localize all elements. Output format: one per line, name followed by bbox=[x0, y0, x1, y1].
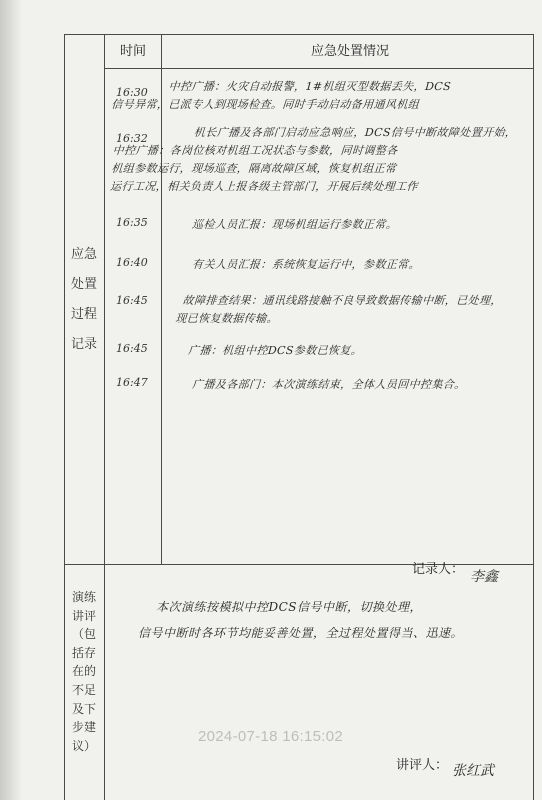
time-entry: 16:47 bbox=[116, 376, 148, 389]
label-line: （包 bbox=[71, 627, 96, 642]
process-record-label bbox=[64, 244, 104, 356]
record-entry bbox=[191, 376, 532, 394]
record-line: 机长广播及各部门启动应急响应，DCS信号中断故障处置开始， bbox=[193, 126, 517, 139]
record-entry bbox=[191, 216, 532, 234]
time-entry: 16:32 bbox=[116, 132, 148, 145]
label-line: 不足 bbox=[71, 682, 96, 697]
record-line: 广播及各部门：本次演练结束，全体人员回中控集合。 bbox=[191, 378, 467, 391]
record-line: 有关人员汇报：系统恢复运行中，参数正常。 bbox=[191, 258, 421, 271]
commenter-signature: 张红武 bbox=[452, 763, 494, 779]
label-line: 步建 bbox=[71, 720, 96, 735]
comment-line: 信号中断时各环节均能妥善处置，全过程处置得当、迅速。 bbox=[138, 626, 464, 640]
record-line: 广播：机组中控DCS参数已恢复。 bbox=[187, 344, 363, 357]
label-line: 应急 bbox=[70, 247, 97, 262]
label-line: 括存 bbox=[71, 645, 96, 660]
comment-line: 本次演练按模拟中控DCS信号中断，切换处理， bbox=[156, 600, 423, 614]
time-header: 时间 bbox=[119, 44, 146, 59]
record-line: 中控广播：火灾自动报警，1#机组灭型数据丢失，DCS bbox=[168, 80, 452, 93]
photo-timestamp: 2024-07-18 16:15:02 bbox=[198, 728, 343, 745]
label-line: 讲评 bbox=[71, 608, 96, 623]
review-comment bbox=[138, 594, 518, 646]
record-entry bbox=[187, 342, 528, 360]
table-top-border bbox=[64, 34, 534, 35]
page-edge-shadow bbox=[0, 0, 22, 800]
time-entry: 16:45 bbox=[116, 342, 148, 355]
label-line: 处置 bbox=[70, 277, 97, 293]
record-line: 故障排查结果：通讯线路接触不良导致数据传输中断，已处理， bbox=[182, 294, 503, 307]
review-label bbox=[64, 588, 104, 755]
label-line: 记录 bbox=[70, 337, 97, 353]
time-entry: 16:45 bbox=[116, 294, 148, 307]
recorder-label: 记录人： bbox=[412, 562, 465, 577]
label-line: 及下 bbox=[71, 701, 96, 716]
commenter-label: 讲评人： bbox=[396, 758, 449, 773]
record-line: 机组参数运行，现场巡查，隔离故障区域，恢复机组正常 bbox=[110, 162, 397, 175]
time-entry: 16:30 bbox=[116, 86, 148, 99]
record-line: 现已恢复数据传输。 bbox=[174, 312, 279, 325]
time-entry: 16:35 bbox=[116, 216, 148, 229]
record-entry bbox=[191, 256, 532, 274]
label-line: 议） bbox=[71, 738, 96, 753]
record-line: 运行工况，相关负责人上报各级主管部门，开展后续处理工作 bbox=[109, 180, 419, 193]
record-line: 信号异常，已派专人到现场检查。同时手动启动备用通风机组 bbox=[110, 98, 420, 111]
record-entry bbox=[174, 292, 534, 328]
header-bottom-border bbox=[104, 68, 534, 69]
recorder-signature: 李鑫 bbox=[470, 569, 498, 585]
record-line: 中控广播：各岗位核对机组工况状态与参数，同时调整各 bbox=[112, 144, 399, 157]
label-line: 过程 bbox=[70, 307, 97, 323]
label-line: 在的 bbox=[71, 664, 96, 679]
situation-header: 应急处置情况 bbox=[310, 44, 389, 59]
label-column-divider bbox=[104, 34, 105, 800]
time-entry: 16:40 bbox=[116, 256, 148, 269]
label-line: 演练 bbox=[71, 590, 96, 604]
table-right-border bbox=[533, 34, 534, 800]
record-line: 巡检人员汇报：现场机组运行参数正常。 bbox=[191, 218, 398, 231]
